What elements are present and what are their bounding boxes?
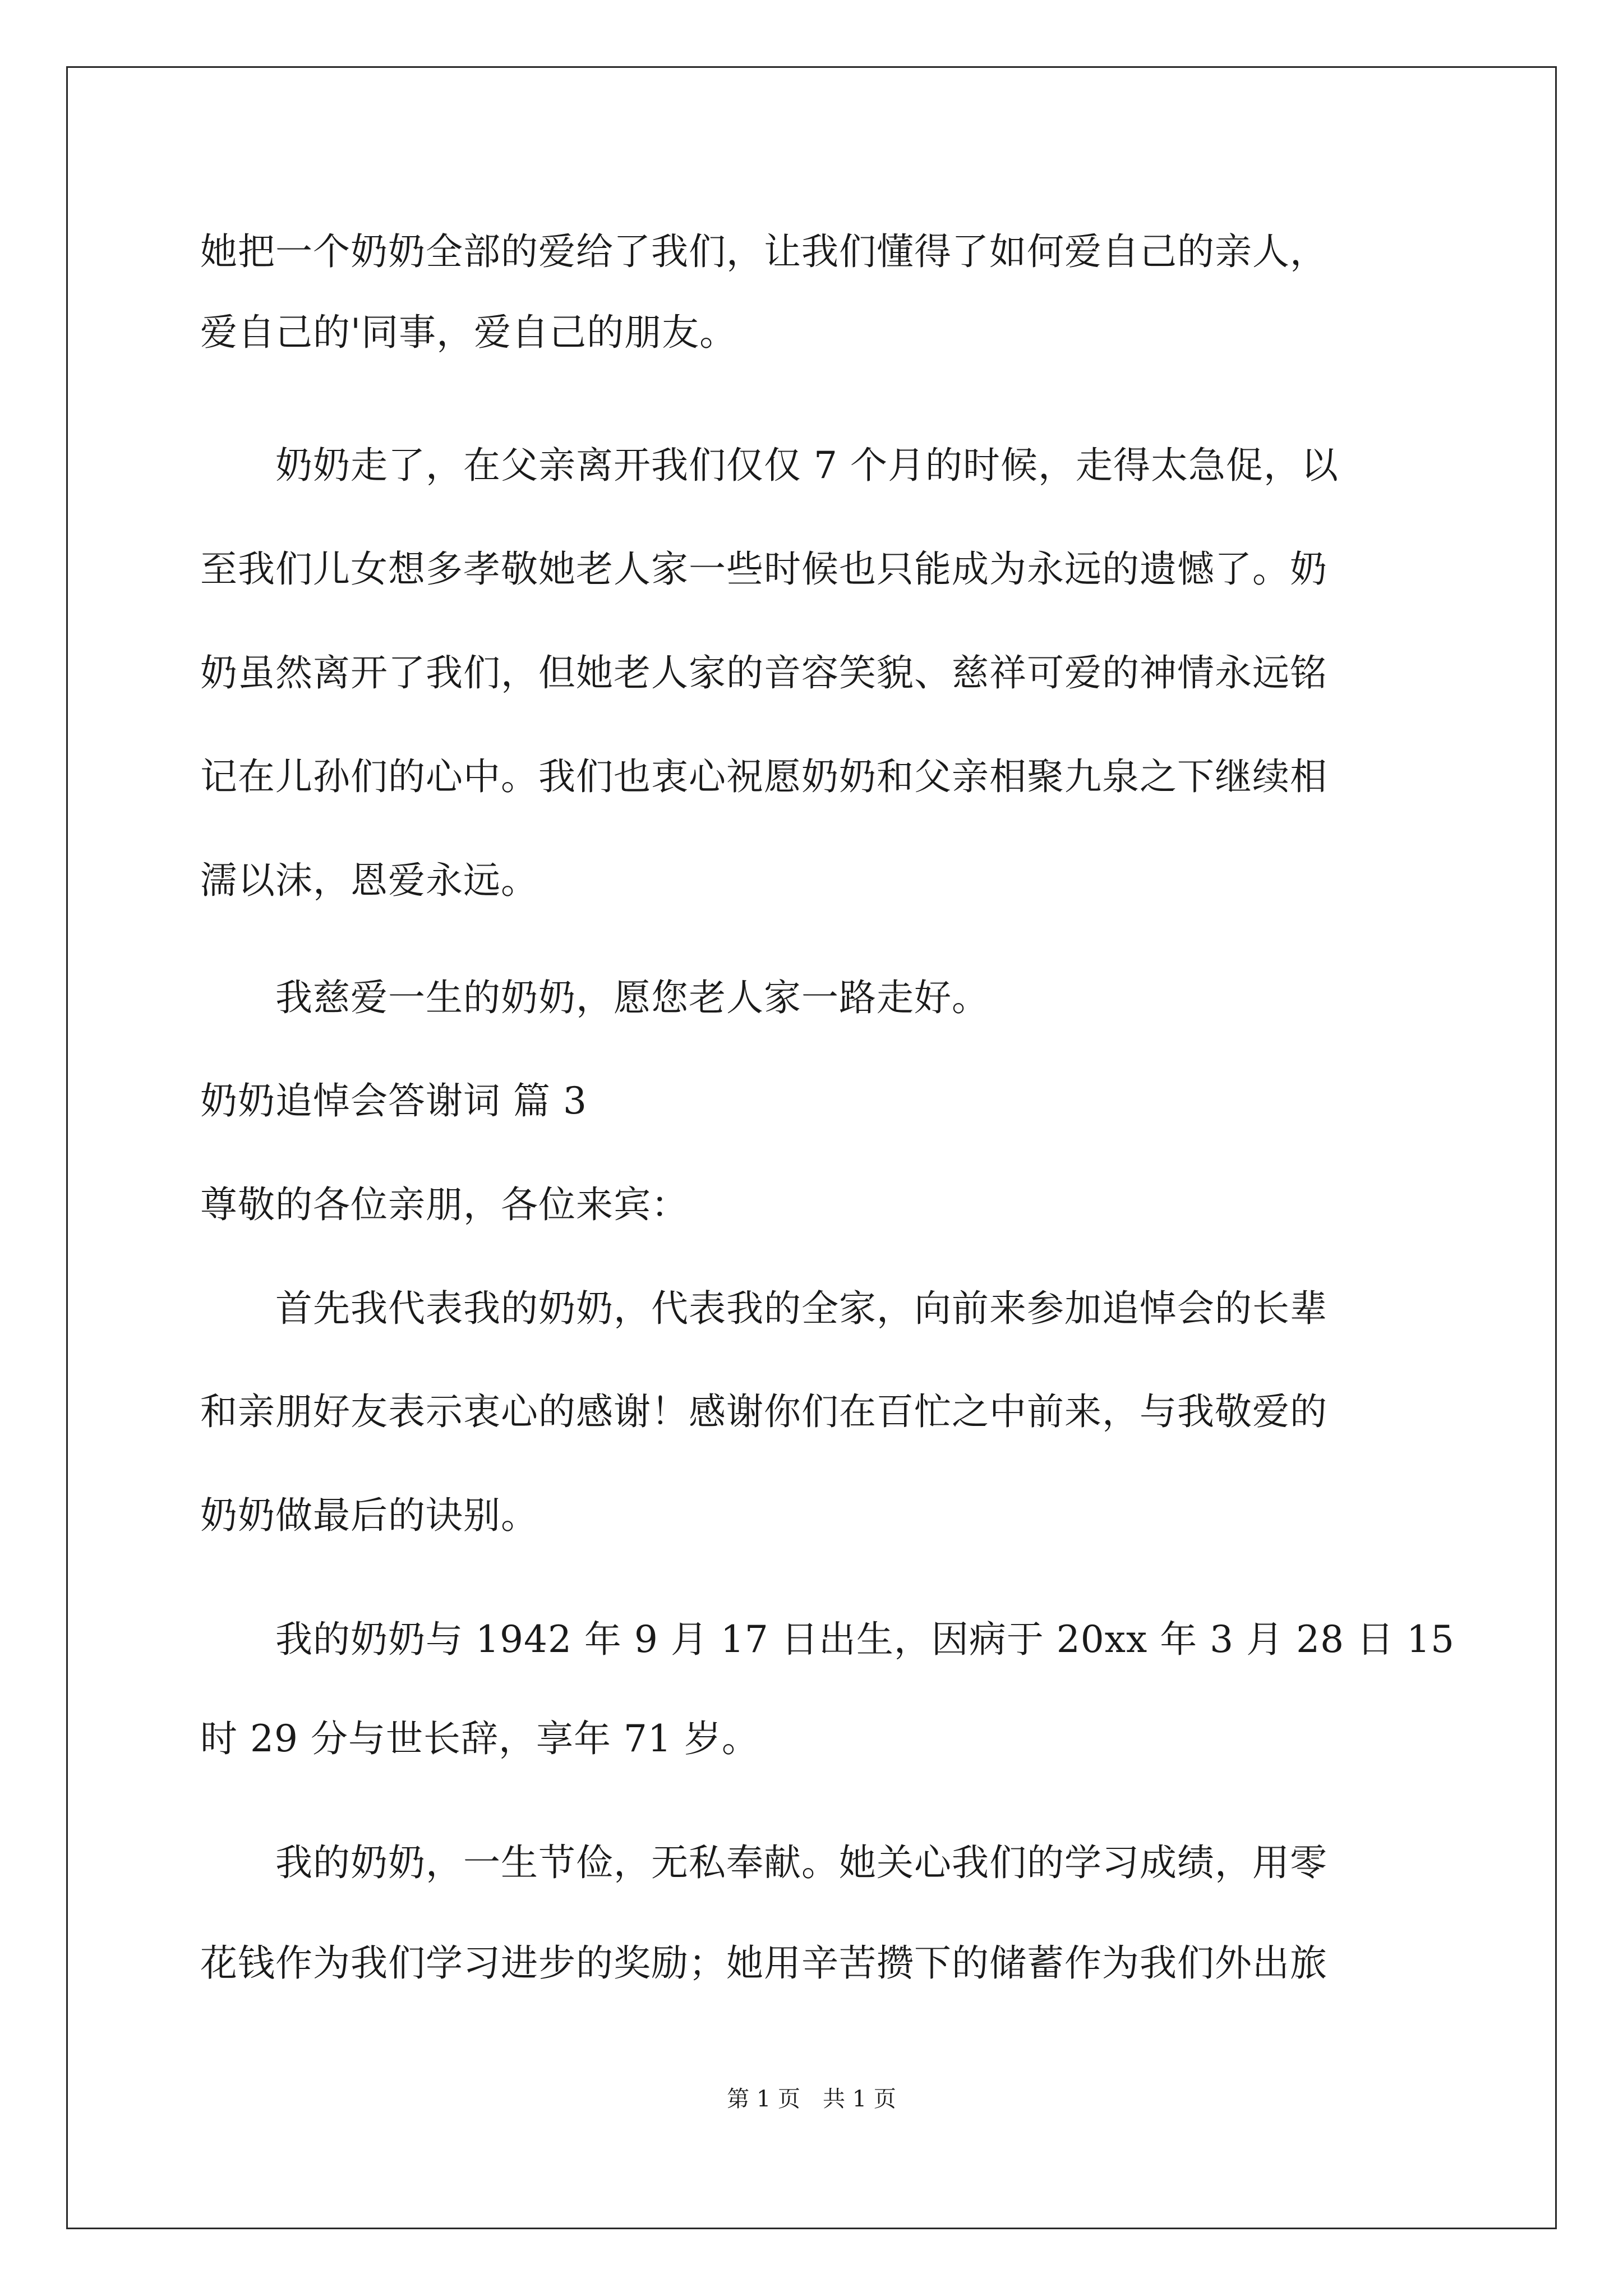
text-line: 时 29 分与世长辞，享年 71 岁。: [200, 1717, 759, 1760]
text-line: 濡以沫，恩爱永远。: [200, 859, 538, 902]
text-line: 和亲朋好友表示衷心的感谢！感谢你们在百忙之中前来，与我敬爱的: [200, 1390, 1327, 1433]
text-line: 爱自己的'同事，爱自己的朋友。: [200, 311, 737, 354]
text-line: 她把一个奶奶全部的爱给了我们，让我们懂得了如何爱自己的亲人，: [200, 230, 1327, 273]
text-line: 我慈爱一生的奶奶，愿您老人家一路走好。: [200, 976, 989, 1019]
text-line: 记在儿孙们的心中。我们也衷心祝愿奶奶和父亲相聚九泉之下继续相: [200, 755, 1327, 798]
page-border: [66, 66, 1557, 2229]
text-line: 我的奶奶与 1942 年 9 月 17 日出生，因病于 20xx 年 3 月 28 日 15: [200, 1618, 1455, 1661]
text-line: 奶虽然离开了我们，但她老人家的音容笑貌、慈祥可爱的神情永远铭: [200, 651, 1327, 694]
text-line: 奶奶走了，在父亲离开我们仅仅 7 个月的时候，走得太急促，以: [200, 444, 1339, 487]
page-footer: 第 1 页 共 1 页: [727, 2086, 896, 2112]
text-line: 奶奶做最后的诀别。: [200, 1494, 538, 1537]
text-line: 至我们儿女想多孝敬她老人家一些时候也只能成为永远的遗憾了。奶: [200, 547, 1327, 591]
section-heading: 奶奶追悼会答谢词 篇 3: [200, 1079, 587, 1122]
text-line: 花钱作为我们学习进步的奖励；她用辛苦攒下的储蓄作为我们外出旅: [200, 1941, 1327, 1985]
text-line: 尊敬的各位亲朋，各位来宾：: [200, 1183, 689, 1226]
text-line: 首先我代表我的奶奶，代表我的全家，向前来参加追悼会的长辈: [200, 1287, 1327, 1330]
text-line: 我的奶奶，一生节俭，无私奉献。她关心我们的学习成绩，用零: [200, 1841, 1327, 1884]
